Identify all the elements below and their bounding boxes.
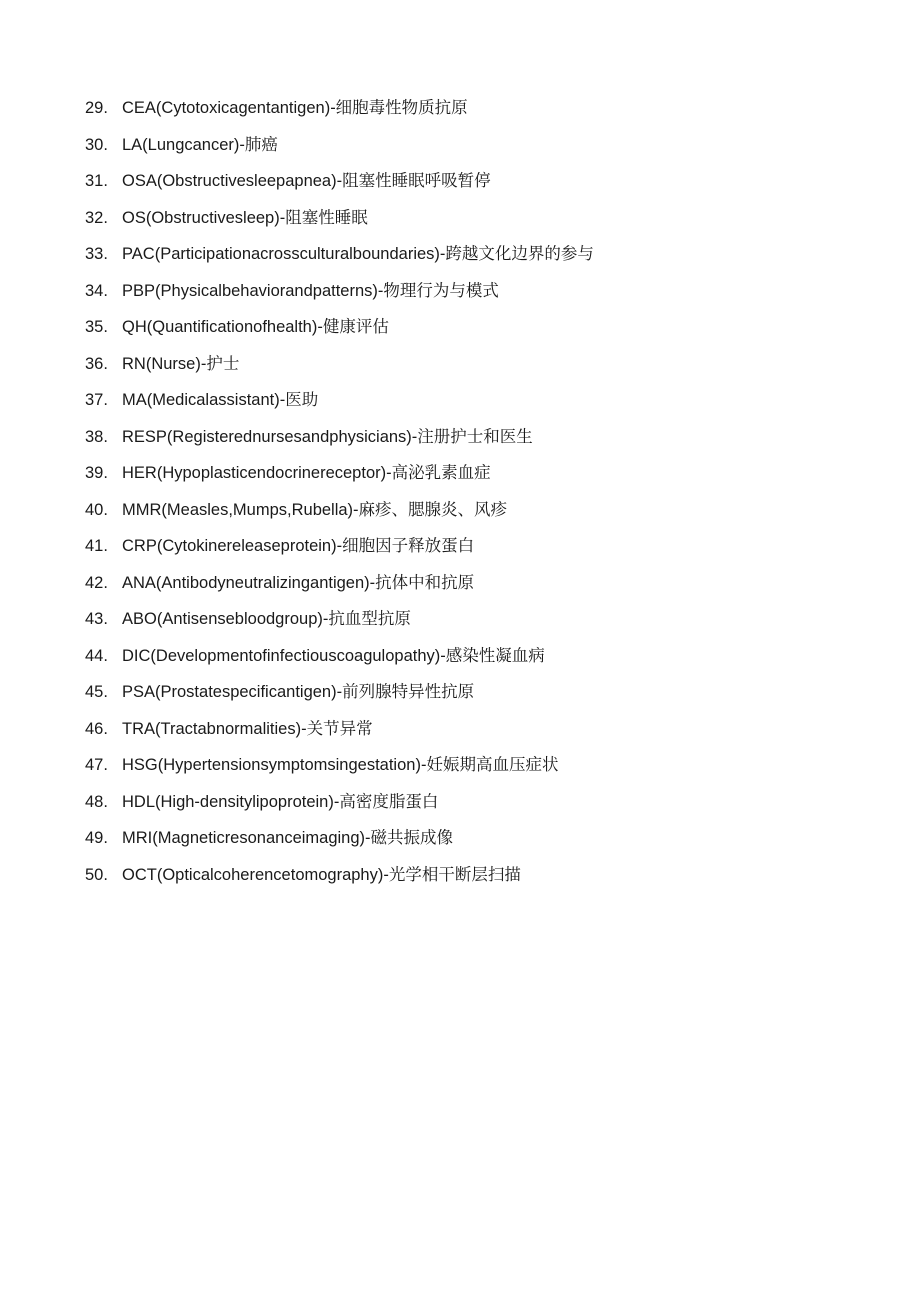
item-text: MMR(Measles,Mumps,Rubella)-麻疹、腮腺炎、风疹	[122, 500, 508, 519]
list-item	[85, 678, 594, 715]
item-number: 46.	[85, 719, 108, 738]
item-text: RN(Nurse)-护士	[122, 354, 240, 373]
list-item	[85, 496, 594, 533]
item-number: 36.	[85, 354, 108, 373]
list-item	[85, 751, 594, 788]
item-number: 30.	[85, 135, 108, 154]
list-item	[85, 824, 594, 861]
item-number: 44.	[85, 646, 108, 665]
list-item	[85, 277, 594, 314]
item-text: LA(Lungcancer)-肺癌	[122, 135, 278, 154]
item-number: 50.	[85, 865, 108, 884]
list-item	[85, 131, 594, 168]
list-item	[85, 167, 594, 204]
item-number: 37.	[85, 391, 108, 409]
list-item	[85, 94, 594, 131]
list-item	[85, 313, 594, 350]
item-text: RESP(Registerednursesandphysicians)-注册护士和医生	[122, 427, 533, 446]
item-text: PAC(Participationacrossculturalboundaries)-跨越文化边界的参与	[122, 245, 594, 263]
list-item	[85, 459, 594, 496]
item-text: ANA(Antibodyneutralizingantigen)-抗体中和抗原	[122, 573, 475, 592]
item-number: 31.	[85, 172, 108, 190]
item-number: 43.	[85, 610, 108, 628]
list-item	[85, 605, 594, 642]
abbreviation-list	[85, 94, 594, 897]
item-text: OSA(Obstructivesleepapnea)-阻塞性睡眠呼吸暂停	[122, 172, 491, 190]
item-number: 29.	[85, 99, 108, 117]
item-text: CRP(Cytokinereleaseprotein)-细胞因子释放蛋白	[122, 537, 475, 555]
item-text: MA(Medicalassistant)-医助	[122, 391, 319, 409]
item-number: 48.	[85, 792, 108, 811]
list-item	[85, 532, 594, 569]
item-number: 49.	[85, 829, 108, 847]
list-item	[85, 569, 594, 606]
item-text: OCT(Opticalcoherencetomography)-光学相干断层扫描	[122, 865, 521, 884]
item-number: 41.	[85, 537, 108, 555]
list-item	[85, 861, 594, 898]
item-number: 34.	[85, 281, 108, 300]
item-number: 38.	[85, 427, 108, 446]
item-text: PBP(Physicalbehaviorandpatterns)-物理行为与模式	[122, 281, 499, 300]
item-number: 32.	[85, 208, 108, 227]
item-number: 42.	[85, 573, 108, 592]
item-text: ABO(Antisensebloodgroup)-抗血型抗原	[122, 610, 411, 628]
list-item	[85, 423, 594, 460]
list-item	[85, 642, 594, 679]
item-text: HDL(High-densitylipoprotein)-高密度脂蛋白	[122, 792, 439, 811]
item-number: 47.	[85, 756, 108, 774]
list-item	[85, 204, 594, 241]
item-text: QH(Quantificationofhealth)-健康评估	[122, 318, 389, 336]
list-item	[85, 715, 594, 752]
item-number: 39.	[85, 464, 108, 482]
item-number: 33.	[85, 245, 108, 263]
item-text: TRA(Tractabnormalities)-关节异常	[122, 719, 373, 738]
item-text: MRI(Magneticresonanceimaging)-磁共振成像	[122, 829, 454, 847]
item-text: HSG(Hypertensionsymptomsingestation)-妊娠期高血压症状	[122, 756, 559, 774]
item-text: DIC(Developmentofinfectiouscoagulopathy)-感染性凝血病	[122, 646, 545, 665]
item-number: 45.	[85, 683, 108, 701]
item-text: OS(Obstructivesleep)-阻塞性睡眠	[122, 208, 368, 227]
list-item	[85, 386, 594, 423]
item-text: PSA(Prostatespecificantigen)-前列腺特异性抗原	[122, 683, 475, 701]
item-text: CEA(Cytotoxicagentantigen)-细胞毒性物质抗原	[122, 99, 468, 117]
list-item	[85, 240, 594, 277]
list-item	[85, 350, 594, 387]
list-item	[85, 788, 594, 825]
item-text: HER(Hypoplasticendocrinereceptor)-高泌乳素血症	[122, 464, 491, 482]
item-number: 40.	[85, 500, 108, 519]
item-number: 35.	[85, 318, 108, 336]
